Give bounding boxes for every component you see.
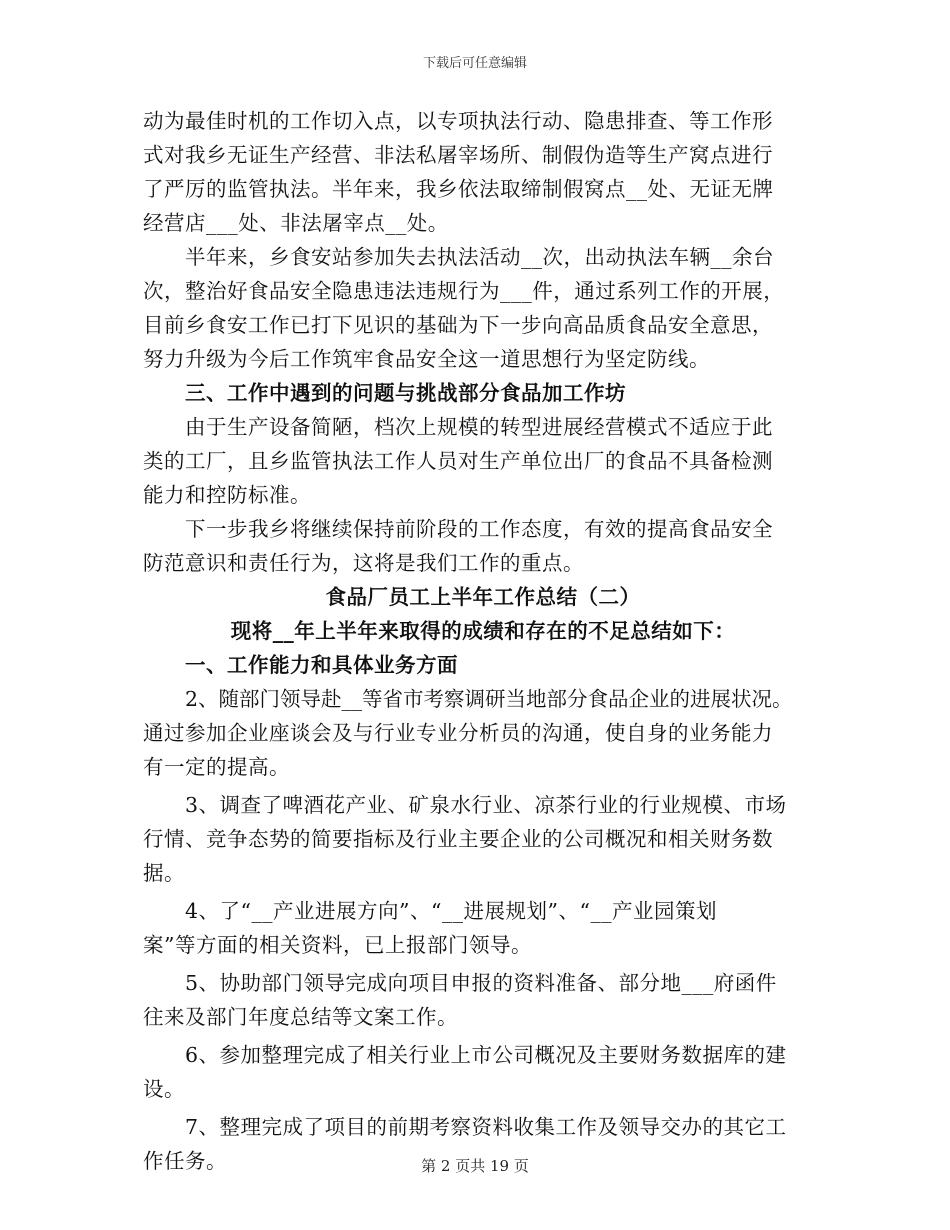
paragraph-line: 类的工厂，且乡监管执法工作人员对生产单位出厂的食品不具备检测 bbox=[143, 449, 773, 473]
paragraph-line: 了严厉的监管执法。半年来，我乡依法取缔制假窝点__处、无证无牌 bbox=[143, 177, 774, 201]
paragraph-line: 3、调查了啤酒花产业、矿泉水行业、凉茶行业的行业规模、市场 bbox=[185, 793, 787, 817]
paragraph-line: 半年来，乡食安站参加失去执法活动__次，出动执法车辆__余台 bbox=[185, 245, 774, 269]
paragraph-line: 6、参加整理完成了相关行业上市公司概况及主要财务数据库的建 bbox=[185, 1043, 787, 1067]
paragraph-line: 7、整理完成了项目的前期考察资料收集工作及领导交办的其它工 bbox=[185, 1115, 787, 1139]
paragraph-line: 案”等方面的相关资料，已上报部门领导。 bbox=[143, 933, 532, 957]
paragraph-line: 式对我乡无证生产经营、非法私屠宰场所、制假伪造等生产窝点进行 bbox=[143, 143, 773, 167]
paragraph-line: 据。 bbox=[143, 861, 185, 885]
section-heading: 三、工作中遇到的问题与挑战部分食品加工作坊 bbox=[185, 381, 626, 405]
paragraph-line: 有一定的提高。 bbox=[143, 755, 290, 779]
paragraph-line: 由于生产设备简陋，档次上规模的转型进展经营模式不适应于此 bbox=[185, 415, 773, 439]
document-body bbox=[143, 104, 823, 1178]
paragraph-line: 作任务。 bbox=[143, 1149, 227, 1173]
paragraph-line: 行情、竞争态势的简要指标及行业主要企业的公司概况和相关财务数 bbox=[143, 827, 773, 851]
paragraph-line: 通过参加企业座谈会及与行业专业分析员的沟通，使自身的业务能力 bbox=[143, 721, 773, 745]
paragraph-line: 下一步我乡将继续保持前阶段的工作态度，有效的提高食品安全 bbox=[185, 517, 773, 541]
paragraph-line: 往来及部门年度总结等文案工作。 bbox=[143, 1005, 458, 1029]
paragraph-line: 努力升级为今后工作筑牢食品安全这一道思想行为坚定防线。 bbox=[143, 347, 710, 371]
paragraph-line: 4、了“__产业进展方向”、“__进展规划”、“__产业园策划 bbox=[185, 899, 717, 923]
paragraph-line: 经营店___处、非法屠宰点__处。 bbox=[143, 211, 449, 235]
page-footer: 第 2 页共 19 页 bbox=[421, 1157, 529, 1175]
section-heading: 一、工作能力和具体业务方面 bbox=[185, 653, 458, 677]
document-subtitle: 现将__年上半年来取得的成绩和存在的不足总结如下： bbox=[230, 619, 736, 643]
document-title: 食品厂员工上半年工作总结（二） bbox=[325, 585, 641, 609]
paragraph-line: 动为最佳时机的工作切入点，以专项执法行动、隐患排查、等工作形 bbox=[143, 109, 773, 133]
paragraph-line: 能力和控防标准。 bbox=[143, 483, 311, 507]
paragraph-line: 次，整治好食品安全隐患违法违规行为___件，通过系列工作的开展， bbox=[143, 279, 785, 303]
page-header: 下载后可任意编辑 bbox=[422, 56, 527, 71]
paragraph-line: 设。 bbox=[143, 1077, 185, 1101]
paragraph-line: 防范意识和责任行为，这将是我们工作的重点。 bbox=[143, 551, 584, 575]
paragraph-line: 2、随部门领导赴__等省市考察调研当地部分食品企业的进展状况。 bbox=[185, 687, 793, 711]
paragraph-line: 目前乡食安工作已打下见识的基础为下一步向高品质食品安全意思， bbox=[143, 313, 773, 337]
paragraph-line: 5、协助部门领导完成向项目申报的资料准备、部分地___府函件 bbox=[185, 971, 777, 995]
